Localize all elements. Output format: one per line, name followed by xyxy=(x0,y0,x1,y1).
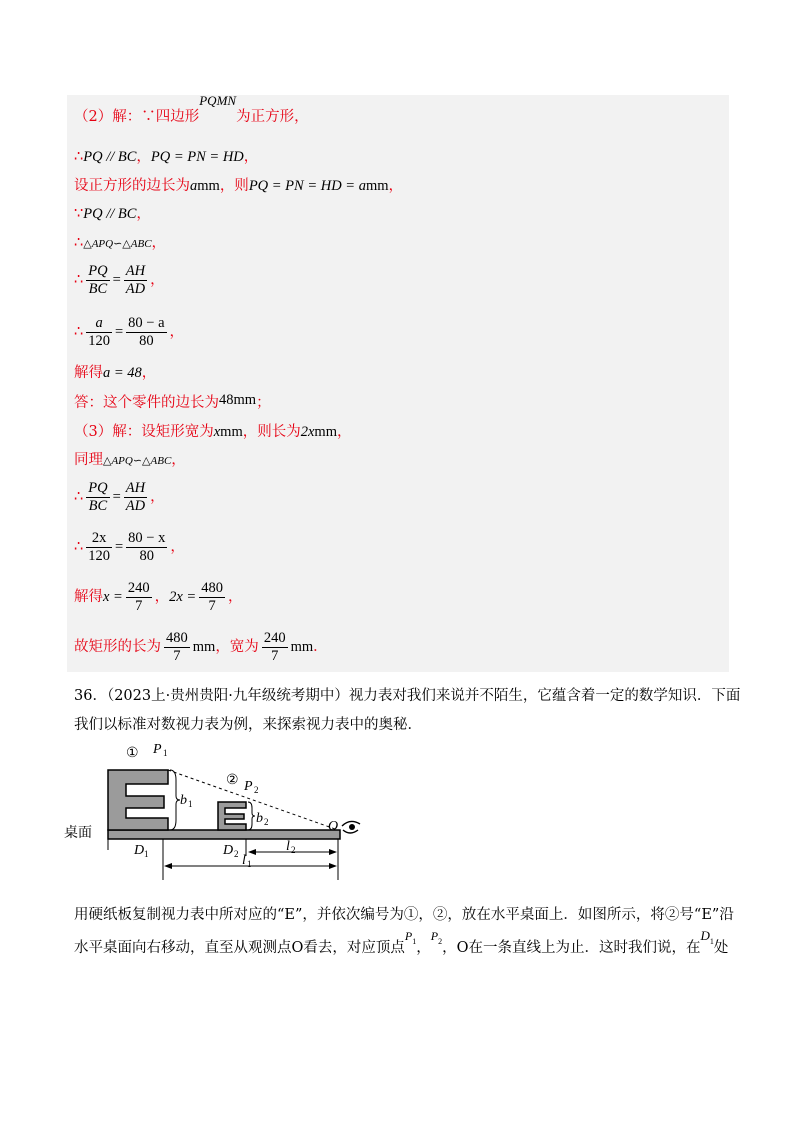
eye-chart-figure xyxy=(60,740,380,880)
therefore-symbol: ∴ xyxy=(74,489,84,505)
p2-sub: 2 xyxy=(438,937,443,946)
sub-label: （2）解： xyxy=(74,109,142,125)
because-symbol: ∵ xyxy=(74,206,84,222)
text: ； xyxy=(256,395,271,411)
therefore-symbol: ∴ xyxy=(74,272,84,288)
fraction: $\frac{AH}{AD}$ xyxy=(125,480,146,514)
label-b1: b xyxy=(180,793,187,808)
sight-line xyxy=(168,770,338,830)
fraction: $\frac{a}{120}$ xyxy=(88,315,110,349)
text: 设正方形的边长为 xyxy=(74,178,190,194)
solution-line-8 xyxy=(74,366,156,381)
unit: mm xyxy=(290,639,314,655)
desk-surface xyxy=(108,830,340,839)
label-l2-sub: 2 xyxy=(291,845,296,855)
fraction: $\frac{2x}{120}$ xyxy=(88,530,110,564)
math-expr: PQ // BC xyxy=(83,149,137,165)
text: ， xyxy=(243,149,259,165)
text: ， xyxy=(388,178,404,194)
answer-text: 故矩形的长为 xyxy=(74,639,161,655)
math-var: 2x xyxy=(300,424,315,440)
p1-sub: 1 xyxy=(412,937,417,946)
text: ， xyxy=(170,539,185,555)
text: 水平桌面向右移动，直至从观测点O看去，对应顶点 xyxy=(74,940,405,956)
math-var: a xyxy=(190,178,198,194)
label-D2-sub: 2 xyxy=(234,849,239,859)
question-line-4 xyxy=(74,928,729,957)
unit: mm xyxy=(365,178,389,194)
text: ， xyxy=(136,206,151,222)
label-circle-1: ① xyxy=(126,746,139,761)
brace-b1 xyxy=(170,770,180,830)
text: ， xyxy=(416,940,431,956)
therefore-symbol: ∴ xyxy=(74,539,84,555)
fraction: $\frac{480}{7}$ xyxy=(201,580,223,614)
text: 解得 xyxy=(74,365,103,381)
text: （3）解：设矩形宽为 xyxy=(74,424,214,440)
e-letter-1 xyxy=(108,770,168,830)
answer-value: 48mm xyxy=(219,392,257,408)
p2-label: P xyxy=(430,929,439,943)
question-line-3: 用硬纸板复制视力表中所对应的“E”，并依次编号为①，②，放在水平桌面上．如图所示，将②号“E”沿 xyxy=(74,907,734,923)
equals: = xyxy=(114,324,124,340)
text: ， xyxy=(136,149,151,165)
label-P1: P xyxy=(153,742,162,757)
equals: = xyxy=(114,539,124,555)
text: ， xyxy=(150,272,165,288)
d1-label: D xyxy=(700,928,710,943)
text: ， xyxy=(154,589,170,605)
equals: = xyxy=(112,489,121,505)
label-O: O xyxy=(328,819,339,834)
solution-line-3 xyxy=(74,179,403,194)
fraction: $\frac{240}{7}$ xyxy=(263,630,286,664)
fraction: $\frac{PQ}{BC}$ xyxy=(88,263,108,297)
solution-line-12 xyxy=(74,481,165,513)
therefore-symbol: ∴ xyxy=(74,324,84,340)
text: ，宽为 xyxy=(215,639,259,655)
brace-b2 xyxy=(248,802,255,830)
text: ， xyxy=(141,365,157,381)
label-P1-sub: 1 xyxy=(163,748,168,758)
text: ，则长为 xyxy=(242,424,301,440)
text: 四边形 xyxy=(155,109,200,125)
text: 处 xyxy=(713,940,729,956)
math-expr: x = xyxy=(103,589,123,605)
text: ， xyxy=(169,324,185,340)
question-line-1: 36．（2023上·贵州贵阳·九年级统考期中）视力表对我们来说并不陌生，它蕴含着一定的数学知识．下面 xyxy=(74,688,741,704)
solution-line-10 xyxy=(74,425,351,440)
unit: mm xyxy=(197,178,220,194)
label-P2-sub: 2 xyxy=(254,785,259,795)
text: ， xyxy=(150,489,165,505)
answer-text: 答：这个零件的边长为 xyxy=(74,395,219,411)
fraction: $\frac{480}{7}$ xyxy=(166,630,188,664)
fraction: $\frac{PQ}{BC}$ xyxy=(88,480,108,514)
text: ， xyxy=(227,589,243,605)
d1-sub: 1 xyxy=(709,937,714,946)
math-expr: △APQ∽△ABC xyxy=(83,238,152,250)
solution-line-11 xyxy=(74,453,186,468)
label-D1-sub: 1 xyxy=(144,849,149,859)
solution-line-13 xyxy=(74,531,185,563)
label-b2-sub: 2 xyxy=(264,817,269,827)
text: ，O在一条直线上为止．这时我们说，在 xyxy=(442,940,701,956)
solution-line-5 xyxy=(74,236,166,251)
equals: = xyxy=(112,272,121,288)
solution-line-6 xyxy=(74,264,165,296)
label-D1: D xyxy=(134,843,145,858)
fraction: $\frac{80 - x}{80}$ xyxy=(128,530,166,564)
fraction: $\frac{80 - a}{80}$ xyxy=(128,315,165,349)
therefore-symbol: ∴ xyxy=(74,149,84,165)
text: ， xyxy=(336,424,352,440)
text: ， xyxy=(151,235,167,251)
label-circle-2: ② xyxy=(226,773,239,788)
label-P2: P xyxy=(244,779,253,794)
label-l1-sub: 1 xyxy=(247,859,252,869)
math-var: x xyxy=(213,424,221,440)
unit: mm xyxy=(314,424,337,440)
therefore-symbol: ∴ xyxy=(74,235,84,251)
solution-line-14 xyxy=(74,581,242,613)
unit: mm xyxy=(220,424,243,440)
text: ． xyxy=(313,639,328,655)
text: ，则 xyxy=(219,178,249,194)
unit: mm xyxy=(192,639,216,655)
fraction: $\frac{240}{7}$ xyxy=(127,580,150,614)
solution-line-1 xyxy=(74,93,309,125)
label-l1: l xyxy=(242,853,246,868)
text: 同理 xyxy=(74,452,103,468)
math-expr: 2x = xyxy=(169,589,197,605)
solution-line-2 xyxy=(74,150,258,165)
text: 解得 xyxy=(74,589,103,605)
p1-label: P xyxy=(404,929,413,943)
math-expr: PQ = PN = HD = a xyxy=(248,178,366,194)
e-letter-2 xyxy=(218,802,246,830)
text: 为正方形， xyxy=(236,109,309,125)
math-expr: a = 48 xyxy=(103,365,142,381)
label-l2: l xyxy=(286,839,290,854)
solution-line-15 xyxy=(74,631,328,663)
label-desk: 桌面 xyxy=(64,825,92,841)
math-expr: △APQ∽△ABC xyxy=(103,455,172,467)
because-symbol: ∵ xyxy=(141,109,156,125)
solution-line-4 xyxy=(74,207,151,222)
math-expr: PQ = PN = HD xyxy=(150,149,244,165)
label-b2: b xyxy=(256,811,263,826)
question-line-2: 我们以标准对数视力表为例，来探索视力表中的奥秘． xyxy=(74,717,422,733)
text: ， xyxy=(171,452,186,468)
solution-line-7 xyxy=(74,316,184,348)
label-D2: D xyxy=(223,843,234,858)
solution-line-9 xyxy=(74,392,271,411)
math-expr: PQMN xyxy=(199,93,237,108)
label-b1-sub: 1 xyxy=(188,799,193,809)
fraction: $\frac{AH}{AD}$ xyxy=(125,263,146,297)
math-expr: PQ // BC xyxy=(83,206,137,222)
